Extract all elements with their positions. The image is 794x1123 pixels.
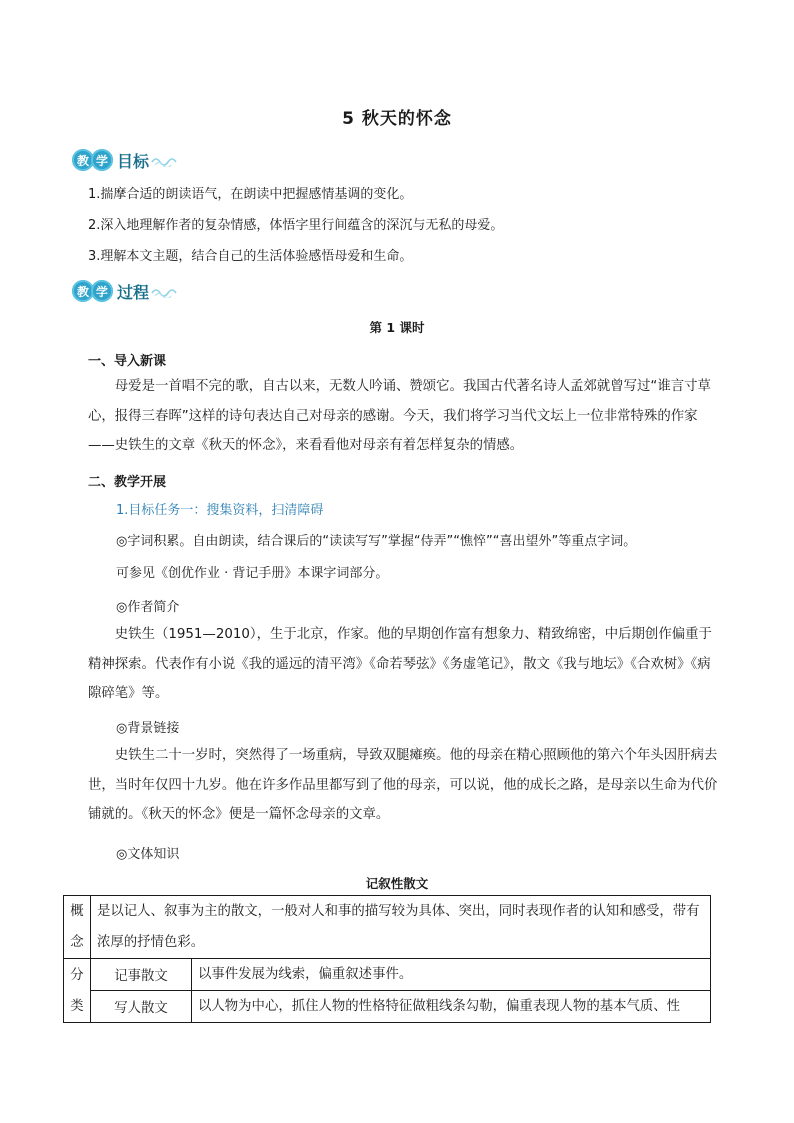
class-text: 以事件发展为线索，偏重叙述事件。 [192,959,711,991]
table-row [64,896,711,959]
page-title: 5 秋天的怀念 [342,109,452,129]
author-text: 史铁生（1951—2010），生于北京，作家。他的早期创作富有想象力、精致绵密，中后期创作偏重于精神探索。代表作有小说《我的遥远的清平湾》《命若琴弦》《务虚笔记》，散文《我与地坛》《合欢树》《病隙碎笔》等。 [88,627,712,701]
badge-xue: 学 [91,280,113,302]
class-name: 记事散文 [91,959,192,991]
objectives-heading: 目标 [117,151,150,171]
badge-xue: 学 [91,149,113,171]
objective-item-1: 1.揣摩合适的朗读语气，在朗读中把握感情基调的变化。 [88,187,413,202]
process-heading: 过程 [117,282,150,302]
concept-text: 是以记人、叙事为主的散文，一般对人和事的描写较为具体、突出，同时表现作者的认知和感受，带有浓厚的抒情色彩。 [91,896,711,959]
background-text: 史铁生二十一岁时，突然得了一场重病，导致双腿瘫痪。他的母亲在精心照顾他的第六个年头因肝病去世，当时年仅四十九岁。他在许多作品里都写到了他的母亲，可以说，他的成长之路，是母亲以生命为代价铺就的。《秋天的怀念》便是一篇怀念母亲的文章。 [88,748,718,822]
section1-text: 母爱是一首唱不完的歌，自古以来，无数人吟诵、赞颂它。我国古代著名诗人孟郊就曾写过“谁言寸草心，报得三春晖”这样的诗句表达自己对母亲的感谢。今天，我们将学习当代文坛上一位非常特殊的作家——史铁生的文章《秋天的怀念》，来看看他对母亲有着怎样复杂的情感。 [88,379,711,453]
genre-label: ◎文体知识 [116,847,180,862]
section1-heading: 一、导入新课 [88,354,167,369]
class-name: 写人散文 [91,991,192,1023]
objective-item-3: 3.理解本文主题，结合自己的生活体验感悟母爱和生命。 [88,249,413,264]
ref-text: 可参见《创优作业 · 背记手册》本课字词部分。 [116,566,389,581]
table-row [64,959,711,991]
author-label: ◎作者简介 [116,600,180,615]
objective-item-2: 2.深入地理解作者的复杂情感，体悟字里行间蕴含的深沉与无私的母爱。 [88,218,504,233]
background-label: ◎背景链接 [116,721,180,736]
wave-decoration-icon [151,284,177,298]
objectives-header [72,146,177,174]
badge-jiao: 教 [72,280,94,302]
wave-decoration-icon [151,153,177,167]
process-header [72,277,177,305]
lesson-label: 第 1 课时 [369,320,425,335]
task1-heading: 1.目标任务一：搜集资料，扫清障碍 [116,503,324,518]
table-caption: 记叙性散文 [365,876,429,891]
badge-jiao: 教 [72,149,94,171]
genre-table [63,895,711,1023]
vocab-text: ◎字词积累。自由朗读，结合课后的“读读写写”掌握“侍弄”“憔悴”“喜出望外”等重点字词。 [116,534,637,549]
section2-heading: 二、教学开展 [88,475,167,490]
table-row [64,991,711,1023]
class-text: 以人物为中心，抓住人物的性格特征做粗线条勾勒，偏重表现人物的基本气质、性 [192,991,711,1023]
concept-tag: 概念 [64,896,91,959]
class-tag: 分类 [64,959,91,1023]
